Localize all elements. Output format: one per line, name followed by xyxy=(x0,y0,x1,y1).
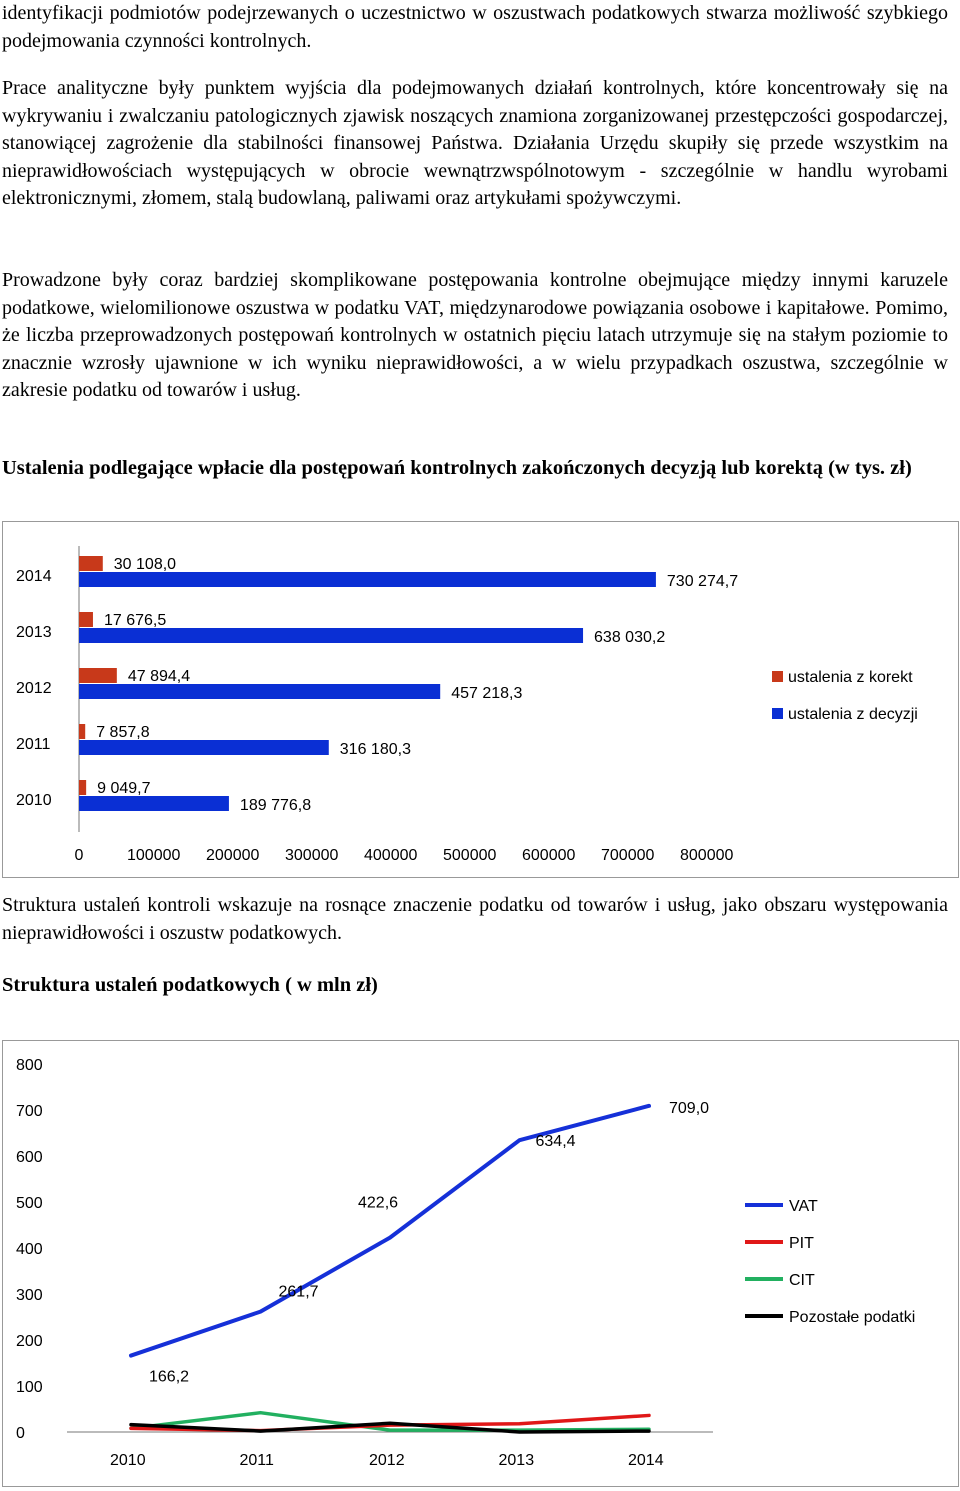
line-x-tick-label: 2010 xyxy=(110,1452,146,1469)
korekt-data-label: 47 894,4 xyxy=(127,668,191,685)
korekt-data-label: 9 049,7 xyxy=(97,780,151,797)
line-y-tick-label: 100 xyxy=(16,1379,43,1396)
bar-category-label: 2013 xyxy=(16,624,52,641)
decyzji-bar xyxy=(79,796,229,811)
line-y-tick-label: 800 xyxy=(16,1057,43,1074)
line-x-tick-label: 2013 xyxy=(498,1452,535,1469)
korekt-bar xyxy=(79,612,93,627)
bar-legend-label: ustalenia z korekt xyxy=(788,669,913,686)
vat-data-label: 422,6 xyxy=(358,1194,399,1212)
line-x-tick-label: 2011 xyxy=(239,1452,274,1469)
korekt-bar xyxy=(79,668,117,683)
bar-category-label: 2010 xyxy=(16,792,52,809)
intro-paragraph: identyfikacji podmiotów podejrzewanych o uczestnictwo w oszustwach podatkowych stwarza możliwość szybkiego podejmowania czynności kontrolnych. xyxy=(2,2,948,52)
vat-data-label: 166,2 xyxy=(149,1368,190,1386)
analysis-paragraph: Prace analityczne były punktem wyjścia dla podejmowanych działań kontrolnych, które koncentrowały się na wykrywaniu i zwalczaniu patologicznych zjawisk noszących znamiona zorganizowanej przestępczości gospodarczej, stanowiącej zagrożenie dla stabilności finansowej Państwa. Działania Urzędu skupiły się przede wszystkim na nieprawidłowościach występujących w obrocie wewnątrzwspólnotowym - szczególnie w handlu wyrobami elektronicznymi, złomem, stalą budowlaną, paliwami oraz artykułami spożywczymi. xyxy=(2,77,948,209)
decyzji-data-label: 457 218,3 xyxy=(451,685,523,702)
vat-data-label: 709,0 xyxy=(669,1099,710,1117)
line-y-tick-label: 700 xyxy=(16,1103,43,1120)
decyzji-data-label: 730 274,7 xyxy=(666,573,739,590)
bar-x-tick-label: 500000 xyxy=(443,847,497,864)
bar-x-tick-label: 700000 xyxy=(601,847,655,864)
korekt-bar xyxy=(79,724,85,739)
bar-x-tick-label: 200000 xyxy=(206,847,260,864)
line-y-tick-label: 600 xyxy=(16,1149,43,1166)
korekt-bar xyxy=(79,780,86,795)
line-x-tick-label: 2014 xyxy=(628,1452,664,1469)
bar-x-tick-label: 300000 xyxy=(285,847,339,864)
line-chart xyxy=(3,1041,958,1486)
line-y-tick-label: 300 xyxy=(16,1287,43,1304)
line-legend-label: VAT xyxy=(789,1198,818,1215)
line-legend-label: PIT xyxy=(789,1235,814,1252)
decyzji-data-label: 189 776,8 xyxy=(239,797,312,814)
decyzji-bar xyxy=(79,628,583,643)
line-legend-label: Pozostałe podatki xyxy=(789,1309,916,1326)
bar-legend-swatch xyxy=(772,708,783,719)
line-y-tick-label: 200 xyxy=(16,1333,43,1350)
decyzji-bar xyxy=(79,684,440,699)
decyzji-bar xyxy=(79,740,329,755)
line-legend-label: CIT xyxy=(789,1272,815,1289)
proceedings-paragraph: Prowadzone były coraz bardziej skomplikowane postępowania kontrolne obejmujące między innymi karuzele podatkowe, wielomilionowe oszustwa w podatku VAT, międzynarodowe powiązania osobowe i kapitałowe. Pomimo, że liczba przeprowadzonych postępowań kontrolnych w ostatnich pięciu latach utrzymuje się na stałym poziomie to znacznie wzrosły ujawnione w ich wyniku nieprawidłowości, a w wielu przypadkach oszustwa, szczególnie w zakresie podatku od towarów i usług. xyxy=(2,269,948,401)
decyzji-bar xyxy=(79,572,656,587)
line-y-tick-label: 400 xyxy=(16,1241,43,1258)
bar-category-label: 2014 xyxy=(16,568,52,585)
chart1-heading: Ustalenia podlegające wpłacie dla postępowań kontrolnych zakończonych decyzją lub korektą (w tys. zł) xyxy=(2,457,912,479)
bar-chart xyxy=(3,522,958,877)
bar-legend-label: ustalenia z decyzji xyxy=(788,706,918,723)
bar-category-label: 2012 xyxy=(16,680,52,697)
structure-paragraph: Struktura ustaleń kontroli wskazuje na rosnące znaczenie podatku od towarów i usług, jako obszaru występowania nieprawidłowości i oszustw podatkowych. xyxy=(2,894,948,944)
bar-legend-swatch xyxy=(772,671,783,682)
bar-x-tick-label: 100000 xyxy=(127,847,181,864)
bar-category-label: 2011 xyxy=(16,736,51,753)
bar-chart-box xyxy=(2,521,959,878)
decyzji-data-label: 638 030,2 xyxy=(594,629,666,646)
line-y-tick-label: 0 xyxy=(16,1425,25,1442)
decyzji-data-label: 316 180,3 xyxy=(339,741,411,758)
bar-x-tick-label: 600000 xyxy=(522,847,576,864)
chart2-heading: Struktura ustaleń podatkowych ( w mln zł) xyxy=(2,974,378,996)
vat-data-label: 634,4 xyxy=(535,1133,576,1151)
korekt-data-label: 7 857,8 xyxy=(96,724,150,741)
line-y-tick-label: 500 xyxy=(16,1195,43,1212)
korekt-bar xyxy=(79,556,103,571)
line-chart-box xyxy=(2,1040,959,1487)
line-x-tick-label: 2012 xyxy=(369,1452,405,1469)
korekt-data-label: 17 676,5 xyxy=(103,612,167,629)
vat-data-label: 261,7 xyxy=(278,1283,319,1301)
bar-x-tick-label: 800000 xyxy=(680,847,734,864)
korekt-data-label: 30 108,0 xyxy=(113,556,177,573)
bar-x-tick-label: 400000 xyxy=(364,847,418,864)
bar-x-tick-label: 0 xyxy=(74,847,84,864)
